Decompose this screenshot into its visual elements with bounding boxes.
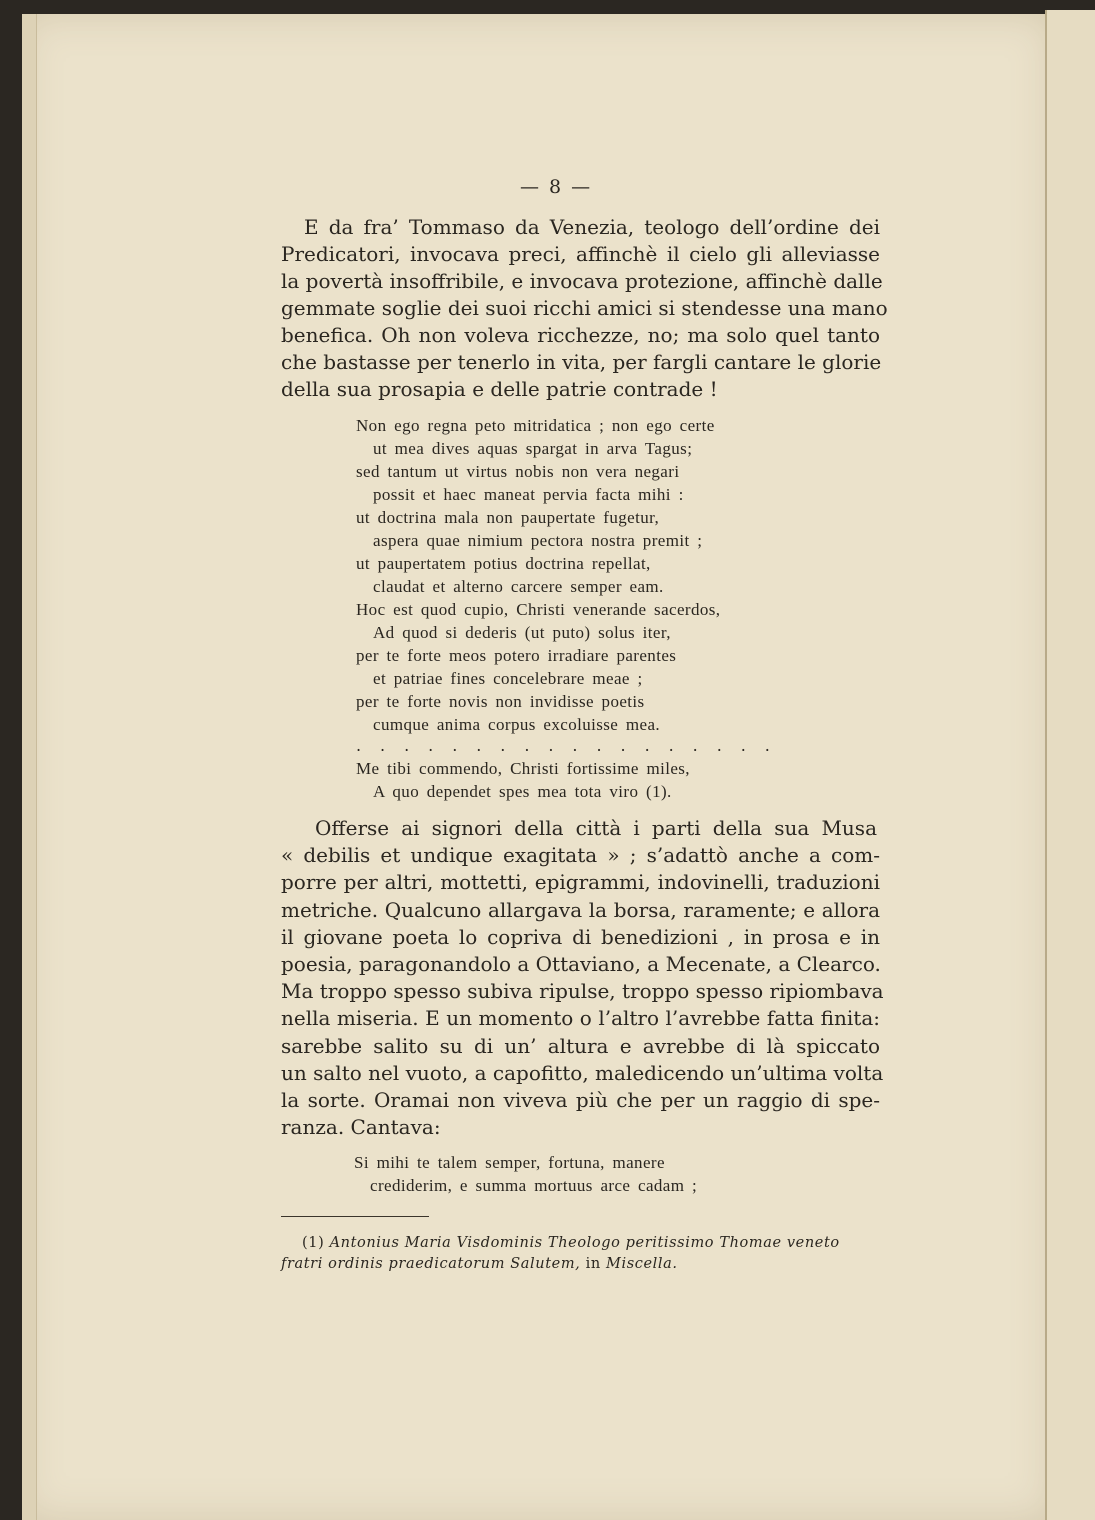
paragraph-line: che bastasse per tenerlo in vita, per fargli cantare le glorie <box>281 350 882 374</box>
ellipsis-dot: . <box>644 736 650 755</box>
verse-line: crediderim, e summa mortuus arce cadam ; <box>370 1176 698 1195</box>
verse-line: per te forte novis non invidisse poetis <box>356 692 645 711</box>
paragraph-line: ranza. Cantava: <box>281 1115 441 1140</box>
footnote-line-1 <box>302 1235 840 1251</box>
ellipsis-dot: . <box>428 736 434 755</box>
paragraph-line: metriche. Qualcuno allargava la borsa, raramente; e allora <box>281 897 880 922</box>
paragraph-line: Predicatori, invocava preci, affinchè il cielo gli alleviasse <box>281 242 880 266</box>
footnote-text: fratri ordinis praedicatorum Salutem, <box>281 1256 581 1272</box>
ellipsis-row <box>356 736 770 755</box>
scan-border <box>0 0 1095 14</box>
verse-line: et patriae fines concelebrare meae ; <box>373 669 643 688</box>
footnote-marker: (1) <box>302 1235 325 1251</box>
verse-line: Ad quod si dederis (ut puto) solus iter, <box>373 623 671 642</box>
verse-line: sed tantum ut virtus nobis non vera negari <box>356 462 680 481</box>
paragraph-line: la sorte. Oramai non viveva più che per un raggio di spe- <box>281 1088 880 1112</box>
paragraph-line: sarebbe salito su di un’ altura e avrebbe di là spiccato <box>281 1033 880 1058</box>
paragraph-line: un salto nel vuoto, a capofitto, maledicendo un’ultima volta <box>281 1060 884 1085</box>
ellipsis-dot: . <box>692 736 698 755</box>
ellipsis-dot: . <box>620 736 626 755</box>
paragraph-line: E da fra’ Tommaso da Venezia, teologo dell’ordine dei <box>304 215 880 239</box>
ellipsis-dot: . <box>380 736 386 755</box>
paragraph-line: Ma troppo spesso subiva ripulse, troppo spesso ripiombava <box>281 979 884 1004</box>
facing-page-edge <box>1045 10 1095 1520</box>
ellipsis-dot: . <box>740 736 746 755</box>
footnote-line-2 <box>281 1256 678 1272</box>
paragraph-line: poesia, paragonandolo a Ottaviano, a Mecenate, a Clearco. <box>281 952 881 976</box>
footnote-text: Antonius Maria Visdominis Theologo peritissimo Thomae veneto <box>329 1235 840 1251</box>
ellipsis-dot: . <box>524 736 530 755</box>
verse-line: Si mihi te talem semper, fortuna, manere <box>354 1153 665 1172</box>
paragraph-line: la povertà insoffribile, e invocava protezione, affinchè dalle <box>281 269 883 293</box>
footnote-text: Miscella. <box>606 1256 678 1272</box>
footnote-rule <box>281 1216 429 1217</box>
ellipsis-dot: . <box>356 736 362 755</box>
verse-line: ut doctrina mala non paupertate fugetur, <box>356 508 660 527</box>
ellipsis-dot: . <box>476 736 482 755</box>
paragraph-line: porre per altri, mottetti, epigrammi, indovinelli, traduzioni <box>281 870 880 895</box>
verse-line: possit et haec maneat pervia facta mihi : <box>373 485 684 504</box>
ellipsis-dot: . <box>668 736 674 755</box>
ellipsis-dot: . <box>596 736 602 755</box>
verse-line: aspera quae nimium pectora nostra premit ; <box>373 531 703 550</box>
verse-line: per te forte meos potero irradiare parentes <box>356 646 677 665</box>
verse-line: A quo dependet spes mea tota viro (1). <box>373 782 672 801</box>
paragraph-line: nella miseria. E un momento o l’altro l’avrebbe fatta finita: <box>281 1006 880 1031</box>
verse-line: cumque anima corpus excoluisse mea. <box>373 715 661 734</box>
paragraph-line: benefica. Oh non voleva ricchezze, no; ma solo quel tanto <box>281 323 880 347</box>
ellipsis-dot: . <box>404 736 410 755</box>
verse-line: ut paupertatem potius doctrina repellat, <box>356 554 651 573</box>
verse-line: Hoc est quod cupio, Christi venerande sacerdos, <box>356 600 721 619</box>
verse-line: claudat et alterno carcere semper eam. <box>373 577 664 596</box>
verse-line: Me tibi commendo, Christi fortissime miles, <box>356 759 690 778</box>
paragraph-line: « debilis et undique exagitata » ; s’adattò anche a com- <box>281 843 880 868</box>
page-gutter <box>22 14 37 1520</box>
ellipsis-dot: . <box>764 736 770 755</box>
ellipsis-dot: . <box>716 736 722 755</box>
verse-line: Non ego regna peto mitridatica ; non ego certe <box>356 416 715 435</box>
paragraph-line: gemmate soglie dei suoi ricchi amici si stendesse una mano <box>281 296 888 320</box>
ellipsis-dot: . <box>572 736 578 755</box>
paragraph-line: il giovane poeta lo copriva di benedizioni , in prosa e in <box>281 924 880 949</box>
ellipsis-dot: . <box>500 736 506 755</box>
page-number: — 8 — <box>520 176 593 198</box>
verse-line: ut mea dives aquas spargat in arva Tagus; <box>373 439 693 458</box>
footnote-text: in <box>585 1256 601 1272</box>
paragraph-line: Offerse ai signori della città i parti della sua Musa <box>315 816 877 840</box>
paragraph-line: della sua prosapia e delle patrie contrade ! <box>281 377 718 401</box>
ellipsis-dot: . <box>452 736 458 755</box>
ellipsis-dot: . <box>548 736 554 755</box>
